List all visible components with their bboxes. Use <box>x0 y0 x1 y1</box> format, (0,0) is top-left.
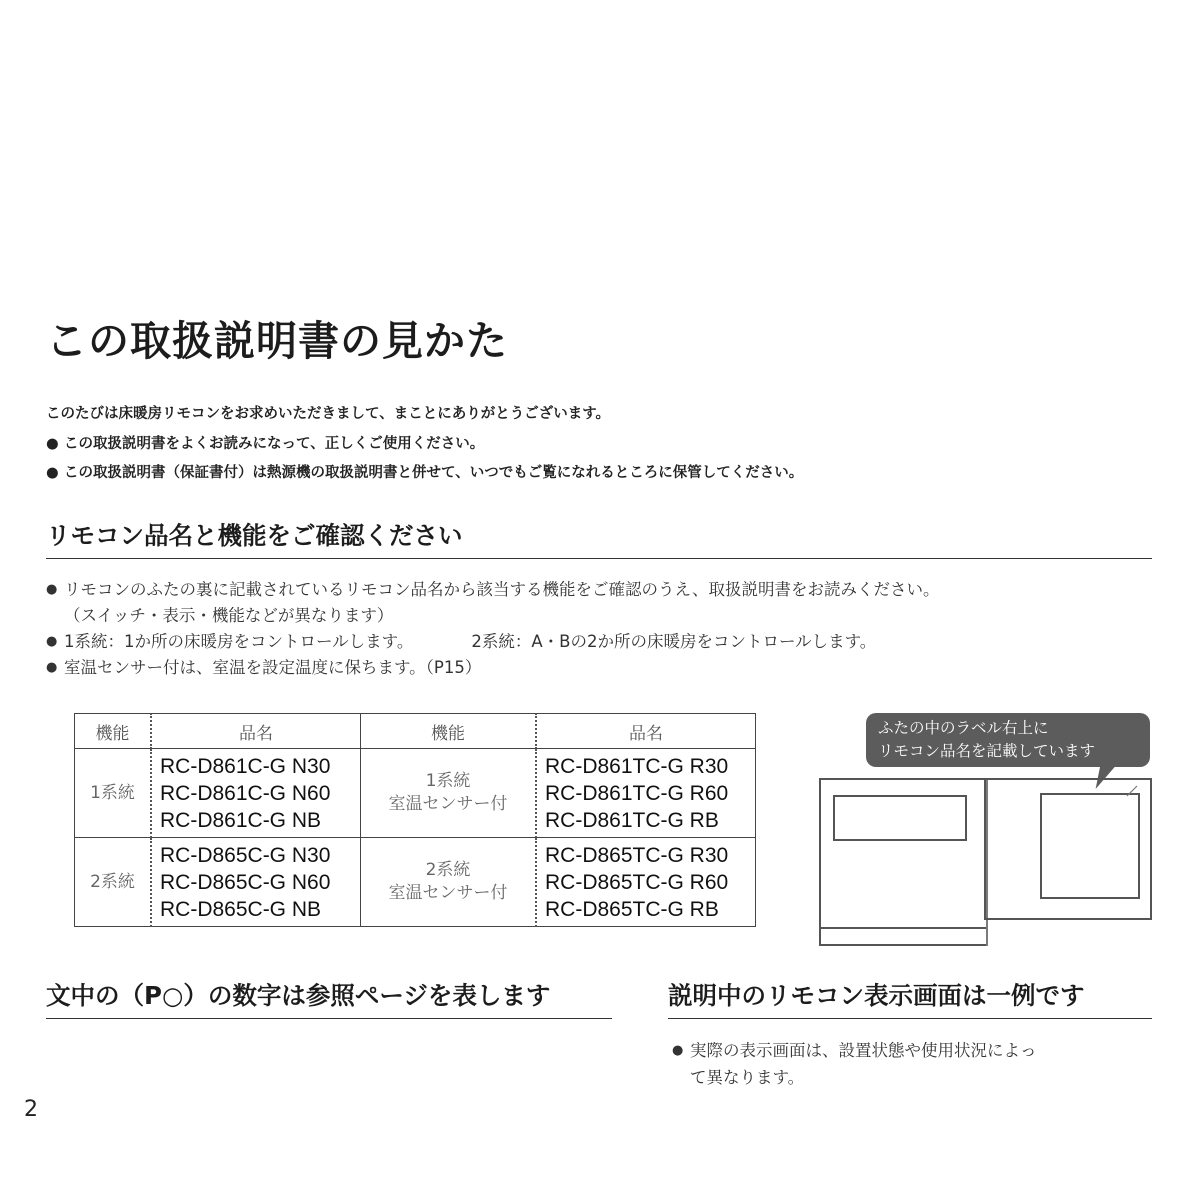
note-text-2-system: 2系統：A・Bの2か所の床暖房をコントロールします。 <box>471 632 877 651</box>
model-name: RC-D861C-G N60 <box>160 781 331 805</box>
note-item <box>46 628 940 654</box>
intro-bullet-text: この取扱説明書をよくお読みになって、正しくご使用ください。 <box>64 435 485 452</box>
function-cell <box>361 838 537 927</box>
model-names-cell <box>151 838 361 927</box>
model-name: RC-D865C-G N30 <box>160 843 331 867</box>
function-cell: 2系統 <box>75 838 152 927</box>
model-name: RC-D865C-G N60 <box>160 870 331 894</box>
note-item <box>46 576 940 602</box>
note-text-1-system: 1系統：1か所の床暖房をコントロールします。 <box>64 632 414 651</box>
intro-greeting: このたびは床暖房リモコンをお求めいただきまして、まことにありがとうございます。 <box>46 406 611 422</box>
note-item <box>46 654 940 680</box>
function-cell: 1系統 <box>75 749 152 838</box>
note-item <box>672 1037 1037 1064</box>
model-table <box>74 713 756 927</box>
intro-bullet <box>46 461 803 491</box>
table-header-cell: 機能 <box>361 714 537 749</box>
table-header-cell: 品名 <box>151 714 361 749</box>
model-name: RC-D861C-G N30 <box>160 754 331 778</box>
model-name: RC-D861TC-G R30 <box>545 754 729 778</box>
bullet-icon: ● <box>46 582 58 597</box>
callout-line: リモコン品名を記載しています <box>878 742 1096 760</box>
model-names-cell <box>536 838 756 927</box>
bullet-icon: ● <box>46 634 58 649</box>
note-continuation: （スイッチ・表示・機能などが異なります） <box>64 606 394 625</box>
model-name: RC-D861C-G NB <box>160 808 322 832</box>
remote-display <box>834 796 966 840</box>
function-line: 2系統 <box>425 860 471 880</box>
model-name: RC-D861TC-G R60 <box>545 781 729 805</box>
bullet-icon: ● <box>46 435 59 452</box>
label-callout <box>866 713 1150 767</box>
table-row <box>75 838 756 927</box>
note-text: 実際の表示画面は、設置状態や使用状況によっ <box>690 1041 1037 1060</box>
model-name: RC-D865TC-G R30 <box>545 843 729 867</box>
intro-bullet-text: この取扱説明書（保証書付）は熱源機の取扱説明書と併せて、いつでもご覧になれるところに保管してください。 <box>64 465 804 481</box>
table-header-row <box>75 714 756 749</box>
bullet-icon: ● <box>46 465 59 481</box>
page-number: 2 <box>24 1097 38 1122</box>
remote-illustration <box>819 778 1155 948</box>
section-heading-confirm: リモコン品名と機能をご確認ください <box>46 517 1152 559</box>
intro-bullet <box>46 432 803 462</box>
section-heading-display: 説明中のリモコン表示画面は一例です <box>668 977 1152 1019</box>
display-note <box>672 1037 1037 1091</box>
note-text: リモコンのふたの裏に記載されているリモコン品名から該当する機能をご確認のうえ、取扱説明書をお読みください。 <box>64 580 940 599</box>
section-heading-page-ref: 文中の（P○）の数字は参照ページを表します <box>46 977 612 1019</box>
table-row <box>75 749 756 838</box>
lid-label <box>1041 794 1139 898</box>
model-names-cell <box>151 749 361 838</box>
model-name: RC-D865C-G NB <box>160 897 322 921</box>
table-header-cell: 品名 <box>536 714 756 749</box>
function-line: 室温センサー付 <box>388 883 508 903</box>
confirm-notes <box>46 576 940 680</box>
intro <box>46 402 803 491</box>
bullet-icon: ● <box>46 660 58 675</box>
model-name: RC-D861TC-G RB <box>545 808 719 832</box>
callout-line: ふたの中のラベル右上に <box>878 719 1049 737</box>
model-name: RC-D865TC-G RB <box>545 897 719 921</box>
function-line: 1系統 <box>425 771 471 791</box>
remote-body <box>820 779 987 945</box>
table-header-cell: 機能 <box>75 714 152 749</box>
page-title: この取扱説明書の見かた <box>46 317 508 365</box>
bullet-icon: ● <box>672 1043 684 1058</box>
model-names-cell <box>536 749 756 838</box>
function-line: 室温センサー付 <box>388 794 508 814</box>
model-name: RC-D865TC-G R60 <box>545 870 729 894</box>
function-cell <box>361 749 537 838</box>
note-continuation: て異なります。 <box>690 1068 805 1087</box>
note-text: 室温センサー付は、室温を設定温度に保ちます。（P15） <box>64 658 482 677</box>
